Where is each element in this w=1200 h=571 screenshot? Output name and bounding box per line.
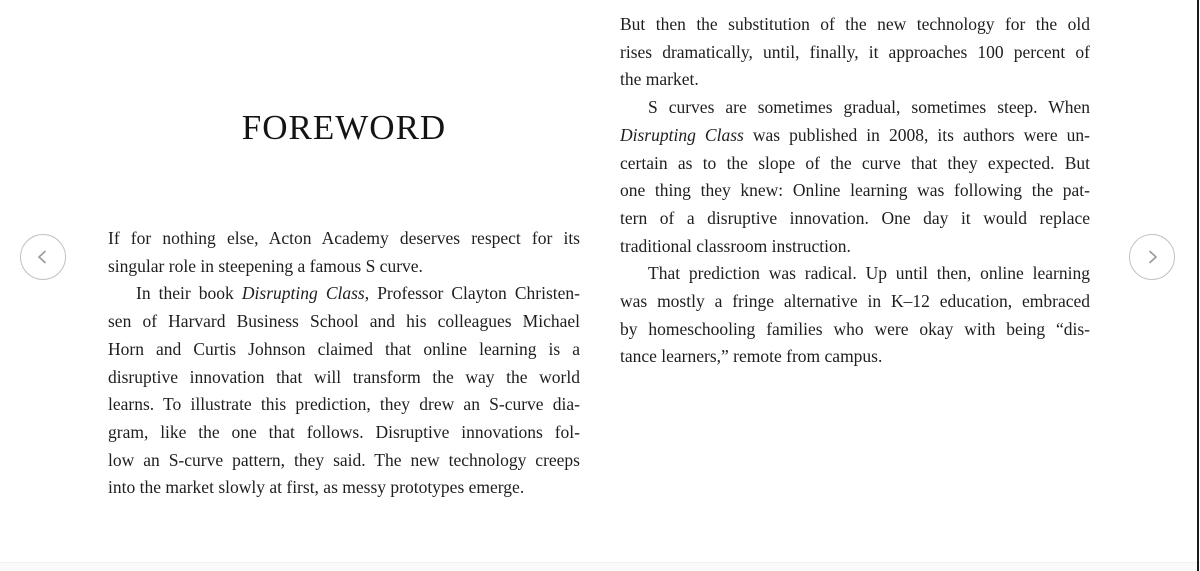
- text-line: the market.: [620, 69, 699, 90]
- previous-page-button[interactable]: [20, 234, 66, 280]
- text-line: gram, like the one that follows. Disruptive innovations fol-: [108, 421, 580, 442]
- chapter-heading: FOREWORD: [241, 108, 447, 148]
- text-line: was mostly a fringe alternative in K–12 education, embraced: [620, 291, 1090, 312]
- text-line: But then the substitution of the new technology for the old: [620, 14, 1090, 34]
- text-line: certain as to the slope of the curve that they expected. But: [620, 152, 1090, 173]
- text-line: tern of a disruptive innovation. One day it would replace: [620, 207, 1090, 228]
- text-line: If for nothing else, Acton Academy deserves respect for its: [108, 228, 580, 248]
- chevron-right-icon: [1143, 248, 1161, 266]
- text-line: That prediction was radical. Up until then, online learning: [648, 263, 1090, 284]
- text-line: Horn and Curtis Johnson claimed that online learning is a: [108, 338, 580, 359]
- text-line: sen of Harvard Business School and his colleagues Michael: [108, 311, 580, 332]
- chevron-left-icon: [34, 248, 52, 266]
- text-line: In their book Disrupting Class, Professor Clayton Christen-: [136, 283, 580, 304]
- right-column: [620, 11, 1090, 371]
- text-line: tance learners,” remote from campus.: [620, 346, 883, 367]
- text-line: learns. To illustrate this prediction, they drew an S-curve dia-: [108, 394, 580, 415]
- text-line: rises dramatically, until, finally, it approaches 100 percent of: [620, 41, 1090, 62]
- text-line: low an S-curve pattern, they said. The new technology creeps: [108, 449, 580, 470]
- text-line: into the market slowly at first, as messy prototypes emerge.: [108, 477, 525, 498]
- text-line: singular role in steepening a famous S curve.: [108, 255, 423, 276]
- next-page-button[interactable]: [1129, 234, 1175, 280]
- left-column: [108, 225, 580, 502]
- text-line: traditional classroom instruction.: [620, 235, 851, 256]
- text-line: by homeschooling families who were okay with being “dis-: [620, 318, 1090, 339]
- bottom-bar: [0, 562, 1200, 571]
- text-line: Disrupting Class was published in 2008, its authors were un-: [620, 124, 1091, 145]
- text-line: S curves are sometimes gradual, sometimes steep. When: [648, 97, 1090, 118]
- text-line: one thing they knew: Online learning was following the pat-: [620, 180, 1090, 201]
- window-right-edge: [1197, 0, 1199, 571]
- text-line: disruptive innovation that will transform the way the world: [108, 366, 580, 387]
